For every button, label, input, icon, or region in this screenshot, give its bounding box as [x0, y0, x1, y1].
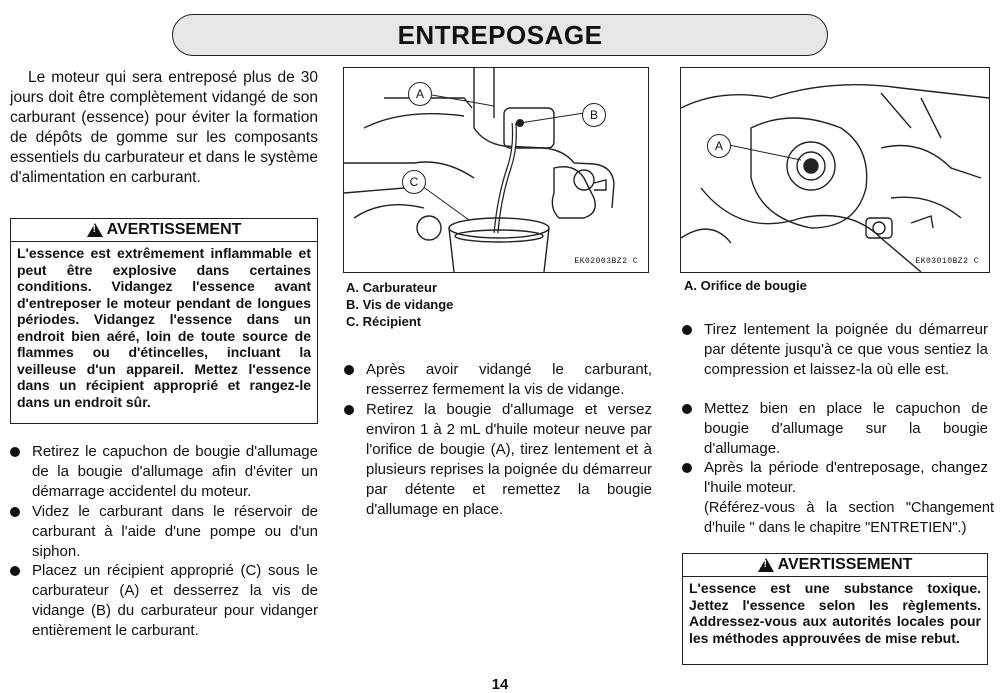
list-item — [32, 561, 318, 641]
bullet-icon — [344, 365, 354, 375]
list-item — [704, 320, 988, 380]
bullet-icon — [682, 404, 692, 414]
figure-caption: B. Vis de vidange — [346, 297, 454, 312]
bullet-icon — [10, 447, 20, 457]
list-item-text: Mettez bien en place le capuchon de bougie d'allumage sur la bougie d'allumage. — [704, 400, 988, 457]
bullet-icon — [344, 405, 354, 415]
warning-header — [683, 554, 987, 577]
warning-text: L'essence est extrêmement inflammable et peut être explosive dans certaines conditions. Vidangez l'essence avant d'entreposer le moteur pendant de longues périodes. Vidangez l'essence dans un endroit bien aéré, loin de toute source de flammes ou d'étincelles, incluant la veilleuse d'un appareil. Mettez l'essence dans un récipient approprié et rangez-le dans un endroit sûr. — [17, 245, 311, 410]
warning-heading: AVERTISSEMENT — [777, 556, 913, 573]
list-item-text: Après la période d'entreposage, changez l'huile moteur. — [704, 459, 988, 496]
figure-spark-plug-hole — [680, 67, 990, 273]
figure-caption: A. Carburateur — [346, 280, 438, 295]
bullet-icon — [10, 566, 20, 576]
list-item — [32, 502, 318, 562]
callout-label: A — [408, 82, 432, 106]
warning-text: L'essence est une substance toxique. Jettez l'essence selon les règlements. Addressez-vous aux autorités locales pour les méthodes approuvées de mise rebut. — [689, 580, 981, 646]
intro-paragraph: Le moteur qui sera entreposé plus de 30 jours doit être complètement vidangé de son carburant (essence) pour éviter la formation de dépôts de gomme sur les composants essentiels du carburateur et dans le système d'alimentation en carburant. — [10, 69, 318, 186]
list-item-text: Tirez lentement la poignée du démarreur par détente jusqu'à ce que vous sentiez la compression et laissez-la où elle est. — [704, 321, 988, 378]
bullet-icon — [682, 463, 692, 473]
page-number: 14 — [491, 676, 509, 693]
list-item — [366, 360, 652, 400]
list-item-text: Retirez la bougie d'allumage et versez environ 1 à 2 mL d'huile moteur neuve par l'orifice de bougie (A), tirez lentement et à plusieurs reprises la poignée du démarreur par détente et remettez la bougie d'allumage en place. — [366, 401, 652, 518]
list-item-text: Videz le carburant dans le réservoir de carburant à l'aide d'une pompe ou d'un siphon. — [32, 503, 318, 560]
callout-label: B — [582, 103, 606, 127]
warning-box-toxic — [682, 553, 988, 665]
list-item — [704, 458, 988, 498]
figure-code: EK03010BZ2 C — [915, 257, 979, 266]
list-item — [366, 400, 652, 520]
spark-plug-illustration — [681, 68, 989, 272]
warning-header — [11, 219, 317, 242]
list-item — [32, 442, 318, 502]
bullet-icon — [682, 325, 692, 335]
figure-caption: A. Orifice de bougie — [684, 278, 807, 293]
callout-label: C — [402, 170, 426, 194]
page-title: ENTREPOSAGE — [172, 14, 828, 56]
bullet-icon — [10, 507, 20, 517]
carburetor-illustration — [344, 68, 648, 272]
figure-carburetor — [343, 67, 649, 273]
warning-box-flammable — [10, 218, 318, 424]
list-item-text: Placez un récipient approprié (C) sous le carburateur (A) et desserrez la vis de vidange (B) du carburateur pour vidanger entièrement le carburant. — [32, 562, 318, 639]
figure-code: EK02003BZ2 C — [574, 257, 638, 266]
warning-triangle-icon — [87, 223, 103, 237]
warning-heading: AVERTISSEMENT — [106, 221, 242, 238]
list-item — [704, 399, 988, 459]
reference-note: (Référez-vous à la section "Changement d'huile " dans le chapitre "ENTRETIEN".) — [704, 500, 994, 536]
figure-caption: C. Récipient — [346, 314, 422, 329]
warning-triangle-icon — [758, 558, 774, 572]
callout-label: A — [707, 134, 731, 158]
list-item-text: Retirez le capuchon de bougie d'allumage de la bougie d'allumage afin d'éviter un démarrage accidentel du moteur. — [32, 443, 318, 500]
list-item-text: Après avoir vidangé le carburant, resserrez fermement la vis de vidange. — [366, 361, 652, 398]
